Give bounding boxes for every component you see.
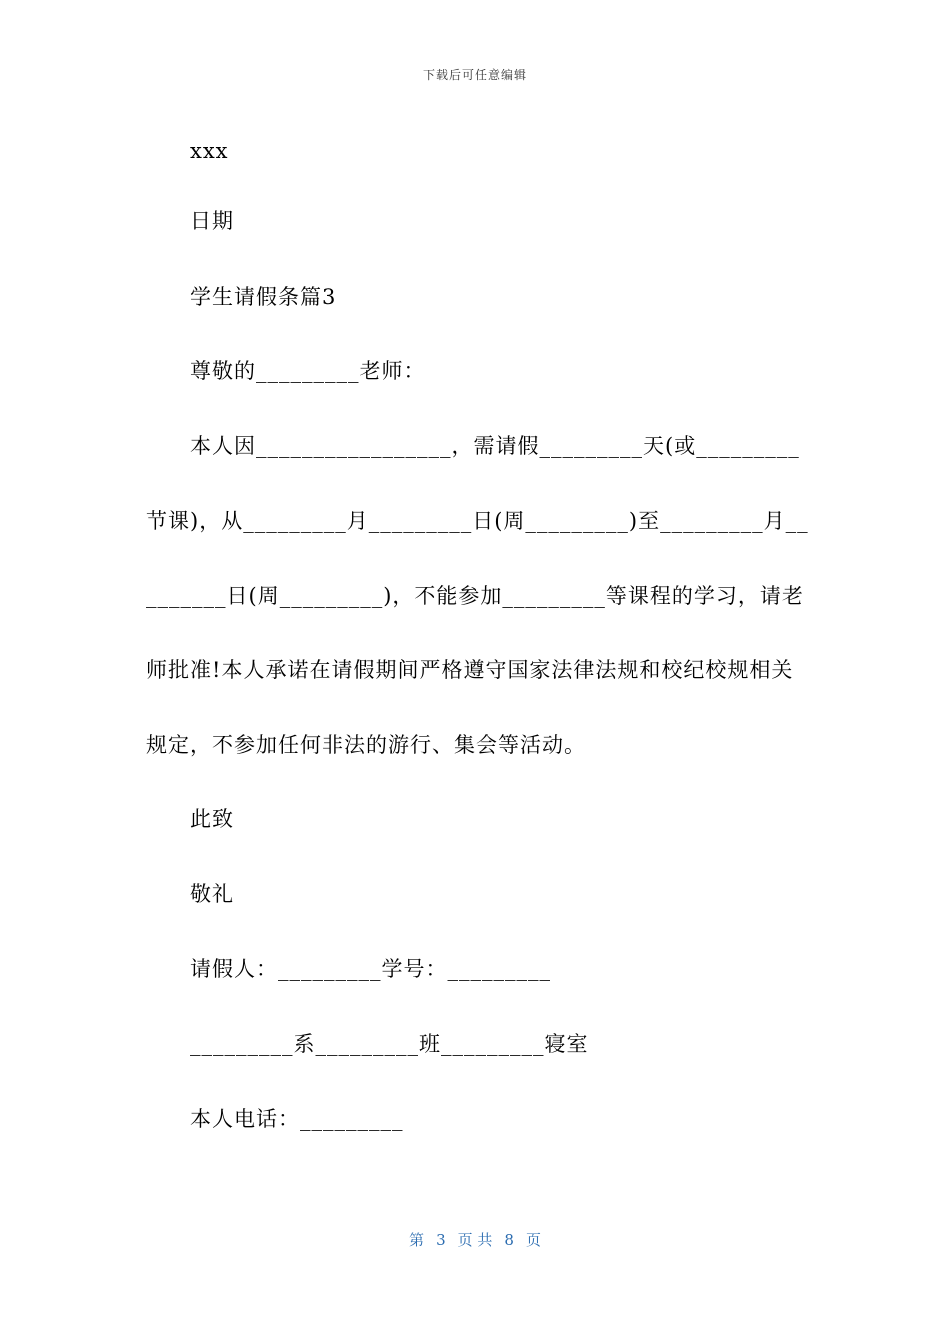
page-footer	[0, 1229, 950, 1250]
dorm-fields: _________系_________班_________寝室	[190, 1032, 589, 1056]
footer-prefix: 第	[409, 1231, 425, 1249]
body-line-4: 师批准!本人承诺在请假期间严格遵守国家法律法规和校纪校规相关	[146, 658, 794, 682]
closing-2: 敬礼	[190, 882, 234, 906]
body-line-3: _______日(周_________)，不能参加_________等课程的学习，请老	[146, 584, 804, 608]
signature-name: xxx	[190, 139, 229, 163]
signature-date: 日期	[190, 209, 234, 233]
phone-field: 本人电话：_________	[190, 1107, 404, 1131]
section-title: 学生请假条篇3	[190, 285, 337, 309]
applicant-fields: 请假人：_________学号：_________	[190, 957, 551, 981]
footer-suffix: 页	[525, 1231, 541, 1249]
footer-page-number: 3	[436, 1231, 446, 1249]
footer-middle: 页 共	[457, 1231, 493, 1249]
body-line-2: 节课)，从_________月_________日(周_________)至_________月__	[146, 509, 809, 533]
body-line-5: 规定，不参加任何非法的游行、集会等活动。	[146, 733, 586, 757]
closing-1: 此致	[190, 807, 234, 831]
body-line-1: 本人因_________________，需请假_________天(或_________	[190, 434, 800, 458]
salutation: 尊敬的_________老师：	[190, 359, 426, 383]
page-header-note: 下载后可任意编辑	[422, 68, 527, 82]
footer-total-pages: 8	[504, 1231, 514, 1249]
